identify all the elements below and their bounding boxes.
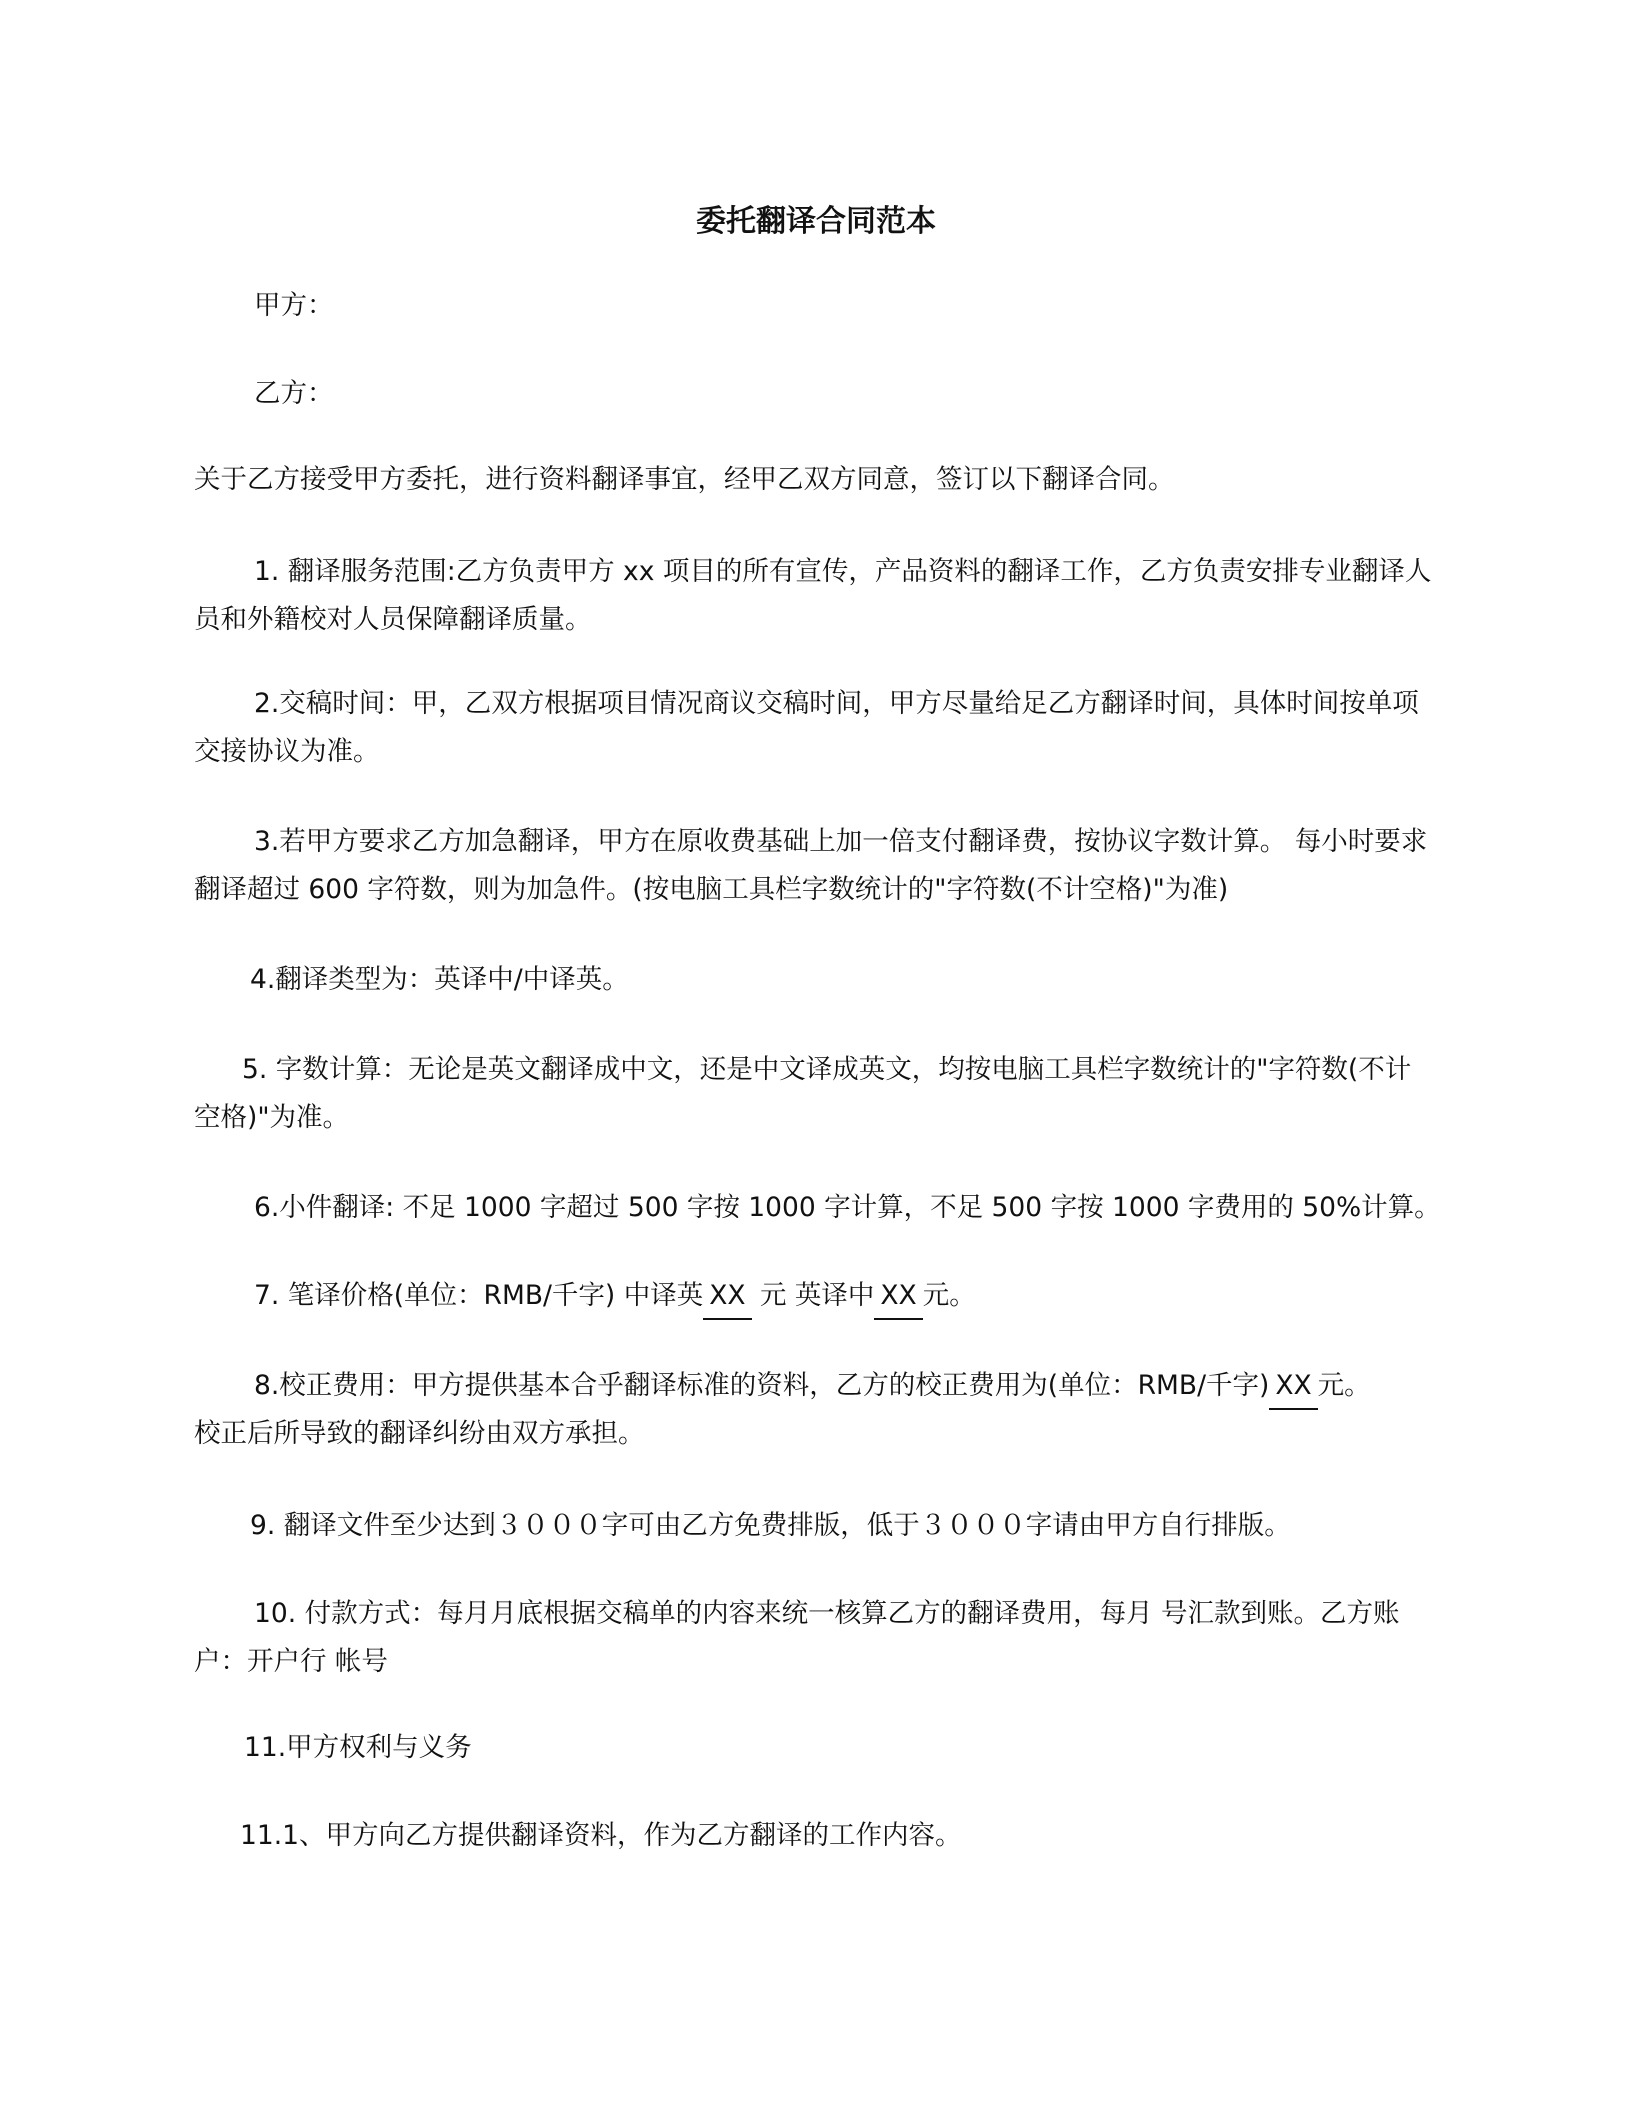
clause-1: 1. 翻译服务范围:乙方负责甲方 xx 项目的所有宣传，产品资料的翻译工作，乙方负责安排专业翻译人员和外籍校对人员保障翻译质量。 bbox=[194, 556, 1432, 635]
clause-5: 5. 字数计算：无论是英文翻译成中文，还是中文译成英文，均按电脑工具栏字数统计的"字符数(不计空格)"为准。 bbox=[194, 1054, 1412, 1133]
clause-8-line1 bbox=[254, 1362, 1371, 1410]
clause-7 bbox=[254, 1272, 976, 1320]
clause-8-prefix: 8.校正费用：甲方提供基本合乎翻译标准的资料，乙方的校正费用为(单位：RMB/千字) bbox=[254, 1370, 1270, 1401]
document-title: 委托翻译合同范本 bbox=[696, 204, 936, 239]
clause-11-heading: 11.甲方权利与义务 bbox=[244, 1732, 472, 1763]
intro-paragraph: 关于乙方接受甲方委托，进行资料翻译事宜，经甲乙双方同意，签订以下翻译合同。 bbox=[194, 464, 1175, 495]
en-zh-price-blank: XX bbox=[874, 1274, 922, 1320]
clause-11-1: 11.1、甲方向乙方提供翻译资料，作为乙方翻译的工作内容。 bbox=[240, 1820, 962, 1851]
clause-10: 10. 付款方式：每月月底根据交稿单的内容来统一核算乙方的翻译费用，每月 号汇款到账。乙方账户：开户行 帐号 bbox=[194, 1598, 1400, 1677]
proofreading-fee-blank: XX bbox=[1269, 1364, 1317, 1410]
clause-2: 2.交稿时间：甲，乙双方根据项目情况商议交稿时间，甲方尽量给足乙方翻译时间，具体时间按单项交接协议为准。 bbox=[194, 688, 1419, 767]
clause-8-line2: 校正后所导致的翻译纠纷由双方承担。 bbox=[194, 1418, 645, 1449]
clause-7-middle: 元 英译中 bbox=[759, 1280, 875, 1311]
party-a-label: 甲方： bbox=[254, 290, 334, 321]
clause-8-suffix: 元。 bbox=[1317, 1370, 1371, 1401]
clause-9: 9. 翻译文件至少达到３０００字可由乙方免费排版，低于３０００字请由甲方自行排版。 bbox=[250, 1510, 1291, 1541]
clause-7-prefix: 7. 笔译价格(单位：RMB/千字) 中译英 bbox=[254, 1280, 704, 1311]
clause-3: 3.若甲方要求乙方加急翻译，甲方在原收费基础上加一倍支付翻译费，按协议字数计算。 每小时要求翻译超过 600 字符数，则为加急件。(按电脑工具栏字数统计的"字符数(不计空格)"为准) bbox=[194, 826, 1428, 905]
clause-4: 4.翻译类型为：英译中/中译英。 bbox=[250, 964, 629, 995]
clause-6: 6.小件翻译: 不足 1000 字超过 500 字按 1000 字计算，不足 500 字按 1000 字费用的 50%计算。 bbox=[254, 1192, 1441, 1223]
zh-en-price-blank: XX bbox=[703, 1274, 751, 1320]
party-b-label: 乙方： bbox=[254, 378, 334, 409]
clause-7-suffix: 元。 bbox=[922, 1280, 976, 1311]
